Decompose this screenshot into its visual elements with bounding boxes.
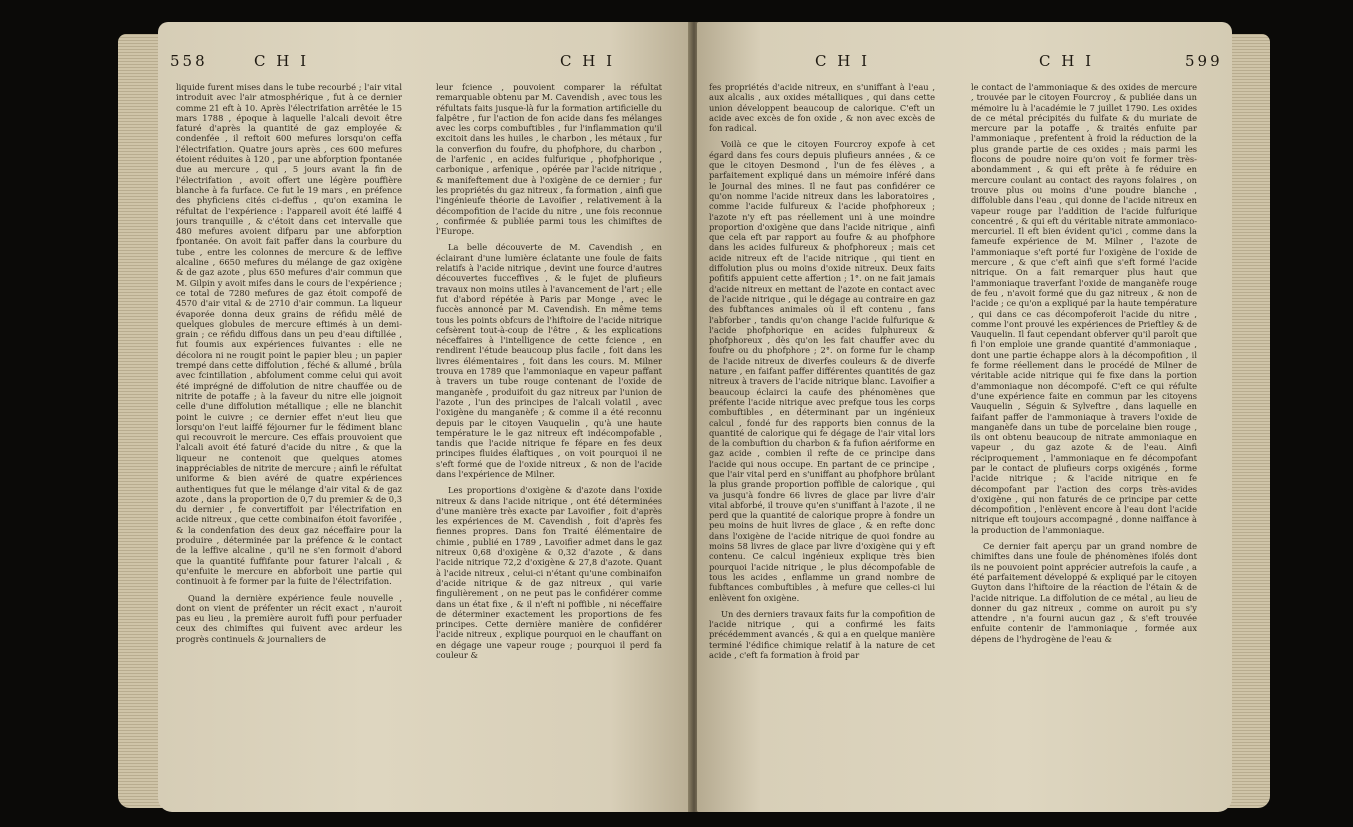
- running-head-right: C H I: [815, 52, 871, 70]
- paragraph: liquide furent mises dans le tube recourbé ; l'air vital introduit avec l'air atmosphérique , fut à ce dernier comme 21 eft à 10. Après l'électrifation arrêtée le 15 mars 1788 , époque à laquelle l'alcali devoit être faturé d'après la quantité de gaz employée & condenfée , il reftoit 600 mefures lorsqu'on ceffa l'électrifation. Quatre jours après , ces 600 mefures étoient réduites à 120 , par une abforption fpontanée due au mercure , qui , 5 jours avant la fin de l'électrifation , avoit offert une légère pouffière blanche à fa furface. Ce fut le 19 mars , en préfence des phyficiens cités ci-deffus , qu'on examina le réfultat de l'expérience : l'appareil avoit été laiffé 4 jours tranquille , & c'étoit dans cet intervalle que 480 mefures avoient difparu par une abforption fpontanée. On avoit fait paffer dans la courbure du tube , entre les colonnes de mercure & de leffive alcaline , 6650 mefures du mélange de gaz oxigène & de gaz azote , plus 650 mefures d'air commun que M. Gilpin y avoit mifes dans le cours de l'expérience ; ce total de 7280 mefures de gaz étoit compofé de 4570 d'air vital & de 2710 d'air commun. La liqueur évaporée donna deux grains de réfidu mêlé de quelques globules de mercure eftimés à un demi-grain ; ce réfidu diffous dans un peu d'eau diftillée , fut foumis aux expériences fuivantes : elle ne décolora ni ne rougit point le papier bleu ; un papier trempé dans cette diffolution , féché & allumé , brûla avec fcintillation , abfolument comme celui qui avoit été imprégné de diffolution de nitre chauffée ou de nitrite de potaffe ; à la faveur du nitre elle joignoit celle d'une diffolution métallique ; elle ne blanchit point le cuivre ; ce dernier effet n'eut lieu que lorsqu'on l'eut laiffé féjourner fur le fédiment blanc qui recouvroit le mercure. Ces effais prouvoient que l'alcali avoit été faturé d'acide du nitre , & que la liqueur ne contenoit que quelques atomes inappréciables de nitrite de mercure ; ainfi le réfultat uniforme & bien avéré de quatre expériences authentiques fut que le mélange d'air vital & de gaz azote , dans la proportion de 0,7 du premier & de 0,3 du dernier , fe convertiffoit par l'électrifation en acide nitreux , que cette combinaifon étoit favorifée , & la condenfation des deux gaz néceffaire pour la produire , déterminée par la préfence & le contact de la leffive alcaline , qu'il ne s'en formoit d'abord que la quantité fuffifante pour faturer l'alcali , & qu'enfuite le mercure en abforboit une partie qui continuoit à fe former par la fuite de l'électrifation.: [176, 82, 402, 587]
- page-number-left: 558: [170, 52, 208, 70]
- left-column-1: [176, 82, 402, 650]
- paragraph: Voilà ce que le citoyen Fourcroy expofe à cet égard dans fes cours depuis plufieurs années , & ce que le citoyen Desmond , l'un de fes élèves , a parfaitement expliqué dans un mémoire inféré dans le Journal des mines. Il ne faut pas confidérer ce qu'on nomme l'acide nitreux dans les laboratoires , comme l'acide fulfureux & l'acide phofphoreux ; l'azote n'y eft pas réellement uni à une moindre proportion d'oxigène que dans l'acide nitrique , ainfi que cela eft par rapport au foufre & au phofphore dans les acides fulfureux & phofphoreux ; mais cet acide nitreux eft de l'acide nitrique , qui tient en diffolution plus ou moins d'oxide nitreux. Deux faits pofitifs appuient cette affertion ; 1°. on ne fait jamais d'acide nitreux en mettant de l'azote en contact avec de l'acide nitrique , qui le dégage au contraire en gaz des fubftances animales où il eft contenu , fans l'abforber , tandis qu'on change l'acide fulfurique & l'acide phofphorique en acides fulphureux & phofphoreux , dès qu'on les fait chauffer avec du foufre ou du phofphore ; 2°. on forme fur le champ de l'acide nitreux de diverfes couleurs & de diverfe nature , en faifant paffer différentes quantités de gaz nitreux à travers de l'acide nitrique blanc. Lavoifier a beaucoup éclairci la caufe des phénomènes que préfente l'acide nitrique avec prefque tous les corps combuftibles , en déterminant par un ingénieux calcul , fondé fur des rapports bien connus de la quantité de calorique qui fe dégage de l'air vital lors de la combuftion du charbon & fa fufion aériforme en gaz acide , combien il refte de ce principe dans l'acide qui nous occupe. En partant de ce principe , que l'air vital perd en s'uniffant au phofphore brûlant la plus grande proportion poffible de calorique , qui va jusqu'à fondre 66 livres de glace par livre d'air vital abforbé, il trouve qu'en s'uniffant à l'azote , il ne perd que la quantité de calorique propre à fondre un peu moins de huit livres de glace , & en refte donc dans l'oxigène de l'acide nitrique de quoi fondre au moins 58 livres de glace par livre d'oxigène qui y eft contenu. Ce calcul ingénieux explique très bien pourquoi l'acide nitrique , le plus décompofable de tous les acides , enflamme un grand nombre de fubftances combuftibles , à mefure que celles-ci lui enlèvent fon oxigène.: [709, 139, 935, 603]
- paragraph: le contact de l'ammoniaque & des oxides de mercure , trouvée par le citoyen Fourcroy , & publiée dans un mémoire lu à l'académie le 7 juillet 1790. Les oxides de ce métal précipités du fulfate & du muriate de mercure par la potaffe , & traités enfuite par l'ammoniaque , prefentent à froid la réduction de la plus grande partie de ces oxides ; mais parmi les flocons de poudre noire qu'on voit fe former très-abondamment , & qui eft prête à fe réduire en mercure coulant au contact des rayons folaires , on trouve plus ou moins d'une poudre blanche , diffoluble dans l'eau , qui donne de l'acide nitreux en vapeur rouge par l'addition de l'acide fulfurique concentré , & qui eft du véritable nitrate ammoniaco-mercuriel. Il eft bien évident qu'ici , comme dans la fameufe expérience de M. Milner , l'azote de l'ammoniaque s'eft porté fur l'oxigène de l'oxide de mercure , & que c'eft ainfi que s'eft formé l'acide nitrique. On a fait remarquer plus haut que l'ammoniaque traverfant l'oxide de manganèfe rouge de feu , n'avoit formé que du gaz nitreux , & non de l'acide ; ce qu'on a expliqué par la haute température , qui dans ce cas décompoferoit l'acide du nitre , comme l'ont prouvé les expériences de Prieftley & de Vauquelin. Il faut cependant obferver qu'il paroît que fi l'on emploie une grande quantité d'ammoniaque , dont une partie échappe alors à la décompofition , il fe forme réellement dans le procédé de Milner de véritable acide nitrique qui fe fixe dans la portion d'ammoniaque non décompofé. C'eft ce qui réfulte d'une expérience faite en commun par les citoyens Vauquelin , Séguin & Sylveftre , dans laquelle en faifant paffer de l'ammoniaque à travers l'oxide de manganèfe dans un tube de porcelaine bien rouge , ils ont obtenu beaucoup de nitrate ammoniaque en vapeur , du gaz azote & de l'eau. Ainfi réciproquement , l'ammoniaque en fe décompofant par le contact de plufieurs corps oxigénés , forme l'acide nitrique ; & l'acide nitrique en fe décompofant par l'action des corps très-avides d'oxigène , qui non faturés de ce principe par cette décompofition , l'enlèvent encore à l'eau dont l'acide nitrique eft toujours accompagné , donne naiffance à la production de l'ammoniaque.: [971, 82, 1197, 535]
- paragraph: Les proportions d'oxigène & d'azote dans l'oxide nitreux & dans l'acide nitrique , ont été déterminées d'une manière très exacte par Lavoifier , foit d'après les expériences de M. Cavendish , foit d'après fes fiennes propres. Dans fon Traité élémentaire de chimie , publié en 1789 , Lavoifier admet dans le gaz nitreux 0,68 d'oxigène & 0,32 d'azote , & dans l'acide nitrique 72,2 d'oxigène & 27,8 d'azote. Quant à l'acide nitreux , celui-ci n'étant qu'une combinaifon d'acide nitrique & de gaz nitreux , qui varie fingulièrement , on ne peut pas le confidérer comme dans un état fixe , & il n'eft ni poffible , ni néceffaire de déterminer exactement les proportions de fes principes. Cette dernière manière de confidérer l'acide nitreux , explique pourquoi en le chauffant on en dégage une vapeur rouge ; pourquoi il perd fa couleur &: [436, 485, 662, 661]
- paragraph: Ce dernier fait aperçu par un grand nombre de chimiftes dans une foule de phénomènes ifolés dont ils ne pouvoient point apprécier autrefois la caufe , a été parfaitement développé & expliqué par le citoyen Guyton dans l'hiftoire de la réaction de l'étain & de l'acide nitrique. La diffolution de ce métal , au lieu de donner du gaz nitreux , comme on auroit pu s'y attendre , n'a fourni aucun gaz , & s'eft trouvée enfuite contenir de l'ammoniaque , formée aux dépens de l'hydrogène de l'eau &: [971, 541, 1197, 644]
- left-page: [158, 22, 690, 812]
- running-head-right-2: C H I: [1039, 52, 1095, 70]
- right-column-1: [709, 82, 935, 666]
- paragraph: Un des derniers travaux faits fur la compofition de l'acide nitrique , qui a confirmé les faits précédemment avancés , & qui a en quelque manière terminé l'édifice chimique relatif à la nature de cet acide , c'eft fa formation à froid par: [709, 608, 935, 661]
- left-page-edge: [118, 34, 162, 808]
- right-column-2: [971, 82, 1197, 650]
- right-page-edge: [1228, 34, 1270, 808]
- paragraph: Quand la dernière expérience feule nouvelle , dont on vient de préfenter un récit exact , n'auroit pas eu lieu , la première auroit fuffi pour perfuader ceux des chimiftes qui fuivent avec ardeur les progrès continuels & journaliers de: [176, 592, 402, 644]
- paragraph: fes propriétés d'acide nitreux, en s'uniffant à l'eau , aux alcalis , aux oxides métalliques , qui dans cette union développent beaucoup de calorique. C'eft un acide avec excès de fon oxide , & non avec excès de fon radical.: [709, 82, 935, 134]
- page-number-right: 599: [1185, 52, 1223, 70]
- running-head-left: C H I: [254, 52, 310, 70]
- right-page: [697, 22, 1232, 812]
- paragraph: La belle découverte de M. Cavendish , en éclairant d'une lumière éclatante une foule de faits relatifs à l'acide nitrique , devint une fource d'autres découvertes fucceffives , & le fujet de plufieurs travaux non moins utiles à l'avancement de l'art ; elle fut d'abord répétée à Paris par Monge , avec le fuccès annoncé par M. Cavendish. En même tems tous les points obfcurs de l'hiftoire de l'acide nitrique cefsèrent tout-à-coup de l'être , & les explications néceffaires à l'intelligence de cette fcience , en rendirent l'étude beaucoup plus facile , foit dans les livres élémentaires , foit dans les cours. M. Milner trouva en 1789 que l'ammoniaque en vapeur paffant à travers un tube rouge contenant de l'oxide de manganèfe , produifoit du gaz nitreux par l'union de l'azote , l'un des principes de l'alcali volatil , avec l'oxigène du manganèfe ; & comme il a été reconnu depuis par le citoyen Vauquelin , qu'à une haute température le le gaz nitreux eft indécompofable , tandis que l'acide nitrique fe fépare en fes deux principes fluides élaftiques , on voit pourquoi il ne s'eft formé que de l'oxide nitreux , & non de l'acide dans l'expérience de Milner.: [436, 242, 662, 479]
- left-column-2: [436, 82, 662, 666]
- paragraph: leur fcience , pouvoient comparer la réfultat remarquable obtenu par M. Cavendish , avec tous les réfultats faits jusque-là fur la formation artificielle du falpêtre , fur l'action de fon acide dans fes mélanges avec les corps combuftibles , fur l'inflammation qu'il excitoit dans les huiles , le charbon , les métaux , fur la converfion du foufre, du phofphore, du charbon , de l'arfenic , en acides fulfurique , phofphorique , carbonique , arfenique , opérée par l'acide nitrique , & manifeftement due à l'oxigène de ce dernier ; fur les propriétés du gaz nitreux , fa formation , ainfi que l'ingénieufe théorie de Lavoifier , relativement à la décompofition de l'acide du nitre , une fois reconnue , confirmée & publiée parmi tous les chimiftes de l'Europe.: [436, 82, 662, 237]
- running-head-left-2: C H I: [560, 52, 616, 70]
